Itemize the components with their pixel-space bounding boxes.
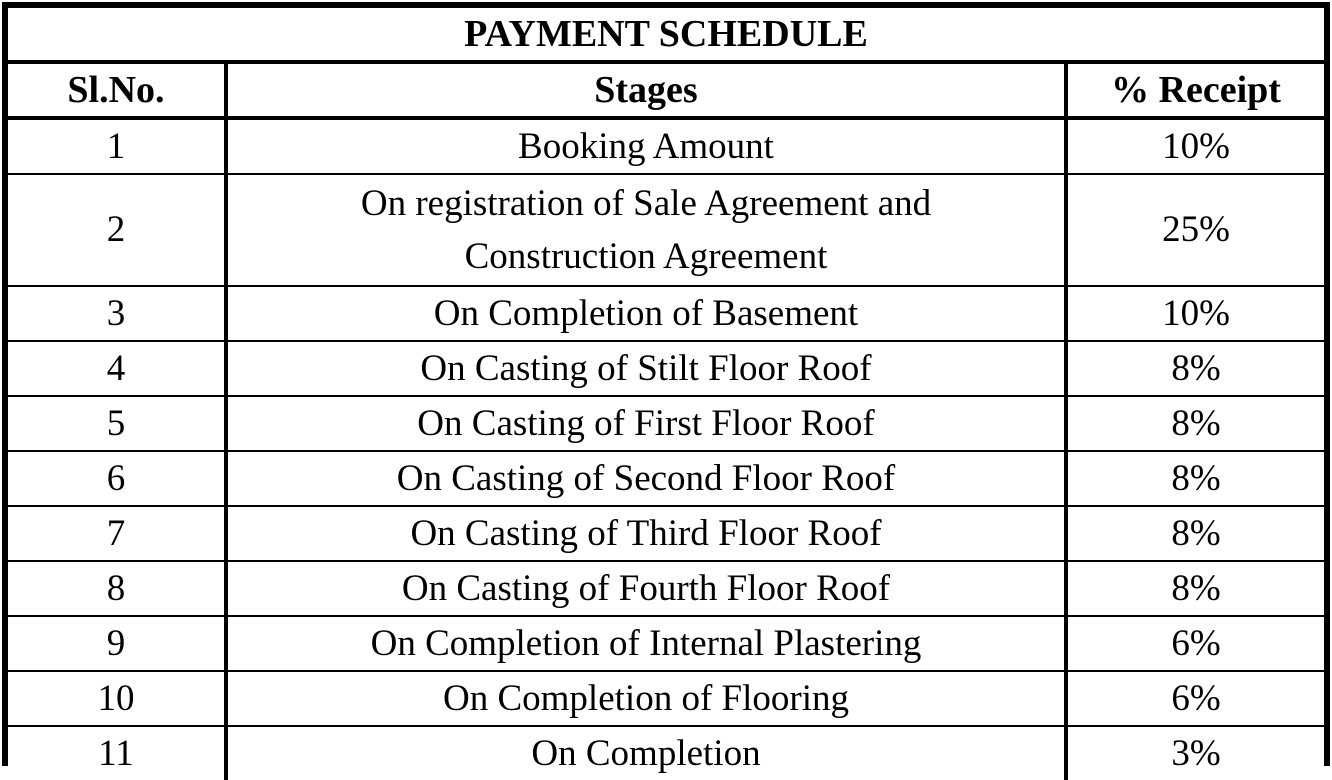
stage-text: On Casting of Third Floor Roof: [410, 513, 882, 554]
row-number: 1: [8, 120, 228, 175]
payment-schedule-table: [8, 8, 1324, 780]
stage-text: On Completion of Internal Plastering: [370, 623, 922, 664]
row-receipt: 8%: [1068, 342, 1324, 397]
row-number: 4: [8, 342, 228, 397]
row-stage: [228, 562, 1068, 617]
row-number: 6: [8, 452, 228, 507]
stage-text: On Completion: [531, 733, 761, 774]
row-stage: [228, 617, 1068, 672]
table-row: [8, 342, 1324, 397]
row-number: 7: [8, 507, 228, 562]
table-row: [8, 120, 1324, 175]
header-sl-no: Sl.No.: [8, 64, 228, 120]
stage-text: Booking Amount: [518, 126, 774, 167]
stage-text: On Completion of Basement: [433, 293, 859, 334]
row-number: 10: [8, 672, 228, 727]
payment-schedule-sheet: [2, 2, 1330, 774]
row-stage: [228, 672, 1068, 727]
row-stage: [228, 397, 1068, 452]
table-row: [8, 452, 1324, 507]
stage-text: On Casting of Stilt Floor Roof: [420, 348, 872, 389]
header-stages: Stages: [228, 64, 1068, 120]
row-number: 11: [8, 727, 228, 780]
row-receipt: 3%: [1171, 732, 1221, 774]
stage-text: On Casting of First Floor Roof: [417, 403, 875, 444]
row-receipt: 6%: [1068, 672, 1324, 727]
row-receipt: 10%: [1068, 120, 1324, 175]
table-row: [8, 287, 1324, 342]
row-stage: [228, 120, 1068, 175]
table-row: [8, 617, 1324, 672]
row-number: 3: [8, 287, 228, 342]
table-row: [8, 507, 1324, 562]
row-receipt: 8%: [1068, 452, 1324, 507]
row-number: 9: [8, 617, 228, 672]
row-stage: [228, 727, 1068, 780]
row-number: 8: [8, 562, 228, 617]
row-receipt: 8%: [1068, 507, 1324, 562]
row-receipt: 8%: [1068, 397, 1324, 452]
row-receipt: 8%: [1068, 562, 1324, 617]
row-stage: [228, 452, 1068, 507]
stage-text: Construction Agreement: [464, 236, 828, 277]
header-receipt: % Receipt: [1068, 64, 1324, 120]
row-stage: [228, 287, 1068, 342]
row-receipt: 25%: [1068, 175, 1324, 287]
stage-text: On Completion of Flooring: [443, 678, 849, 719]
table-row: [8, 672, 1324, 727]
table-row: [8, 562, 1324, 617]
row-number: 2: [8, 175, 228, 287]
row-receipt: 6%: [1068, 617, 1324, 672]
row-stage: [228, 175, 1068, 287]
row-number: 5: [8, 397, 228, 452]
row-stage: [228, 342, 1068, 397]
table-row: [8, 727, 1324, 780]
stage-text: On Casting of Second Floor Roof: [396, 458, 896, 499]
table-row: [8, 397, 1324, 452]
header-row: [8, 64, 1324, 120]
table-title: PAYMENT SCHEDULE: [8, 8, 1324, 64]
stage-text: On registration of Sale Agreement and: [360, 183, 932, 224]
title-row: [8, 8, 1324, 64]
row-receipt: 10%: [1068, 287, 1324, 342]
stage-text: On Casting of Fourth Floor Roof: [401, 568, 891, 609]
table-row: [8, 175, 1324, 287]
row-stage: [228, 507, 1068, 562]
